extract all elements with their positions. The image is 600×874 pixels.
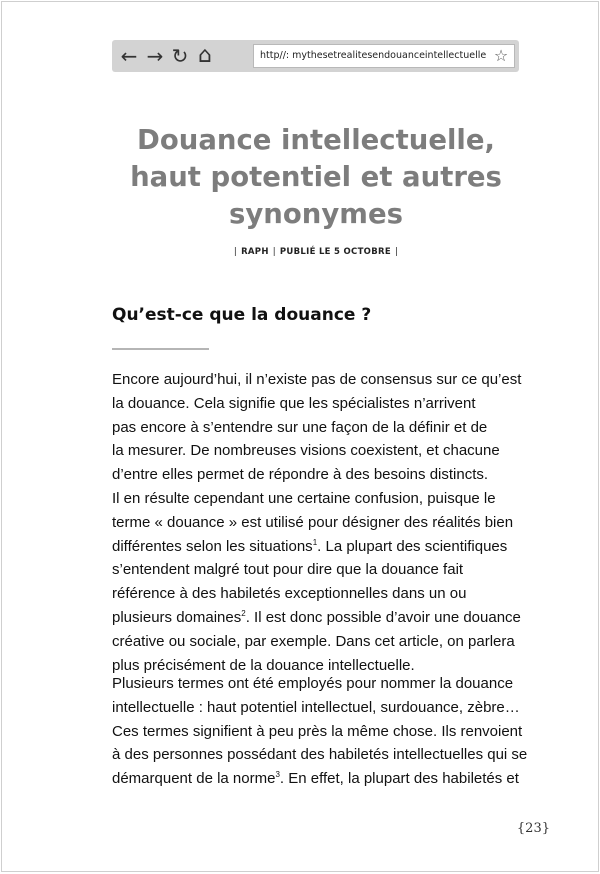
text-line: Encore aujourd’hui, il n’existe pas de consensus sur ce qu’est	[112, 371, 522, 388]
forward-arrow-icon[interactable]: →	[146, 44, 164, 68]
text-line: plus précisément de la douance intellectuelle.	[112, 656, 415, 674]
title-line: haut potentiel et autres	[130, 161, 502, 193]
text-line: Plusieurs termes ont été employés pour nommer la douance	[112, 675, 514, 692]
bookmark-star-icon[interactable]: ☆	[493, 46, 509, 65]
reload-icon[interactable]: ↻	[171, 44, 189, 68]
byline-separator: |	[272, 247, 276, 257]
author-name: RAPH	[241, 247, 269, 257]
text-line: à des personnes possédant des habiletés intellectuelles qui se	[112, 746, 528, 764]
browser-toolbar	[112, 40, 519, 72]
home-icon[interactable]: ⌂	[198, 43, 212, 68]
page-number: {23}	[516, 821, 550, 836]
text-line: s’entendent malgré tout pour dire que la douance fait	[112, 561, 464, 579]
back-arrow-icon[interactable]: ←	[120, 44, 138, 68]
section-heading: Qu’est-ce que la douance ?	[112, 305, 372, 325]
byline-separator: |	[394, 247, 399, 257]
text-line: la douance. Cela signifie que les spécialistes n’arrivent	[112, 394, 476, 412]
address-bar[interactable]	[253, 44, 515, 68]
byline-separator: |	[233, 247, 238, 257]
url-text: http//: mythesetrealitesendouanceintellectuelle	[260, 50, 487, 61]
paragraph-2	[112, 672, 532, 791]
text-line: intellectuelle : haut potentiel intellectuel, surdouance, zèbre…	[112, 698, 520, 716]
text-line: Il en résulte cependant une certaine confusion, puisque le	[112, 489, 496, 507]
text-line: Ces termes signifient à peu près la même chose. Ils renvoient	[112, 722, 523, 740]
text-line: différentes selon les situations$^1$. La plupart des scientifiques	[112, 537, 508, 555]
article-title	[42, 122, 590, 233]
publish-date: PUBLIÉ LE 5 OCTOBRE	[279, 247, 391, 257]
title-line: Douance intellectuelle,	[137, 124, 495, 156]
text-line: d’entre elles permet de répondre à des besoins distincts.	[112, 466, 489, 484]
footnote-marker[interactable]: 1	[312, 537, 318, 547]
byline	[42, 247, 590, 257]
text-line: créative ou sociale, par exemple. Dans cet article, on parlera	[112, 632, 515, 650]
text-line: terme « douance » est utilisé pour désigner des réalités bien	[112, 513, 514, 531]
heading-divider	[112, 348, 209, 350]
text-line: plusieurs domaines$^2$. Il est donc possible d’avoir une douance	[112, 608, 521, 626]
text-line: référence à des habiletés exceptionnelles dans un ou	[112, 585, 467, 603]
title-line: synonymes	[229, 198, 403, 230]
text-line: démarquent de la norme$^3$. En effet, la plupart des habiletés et	[112, 770, 519, 788]
page	[1, 1, 599, 872]
paragraph-1	[112, 368, 532, 677]
footnote-marker[interactable]: 2	[241, 608, 246, 618]
text-line: la mesurer. De nombreuses visions coexistent, et chacune	[112, 442, 500, 460]
footnote-marker[interactable]: 3	[275, 770, 280, 780]
text-line: pas encore à s’entendre sur une façon de la définir et de	[112, 418, 488, 436]
